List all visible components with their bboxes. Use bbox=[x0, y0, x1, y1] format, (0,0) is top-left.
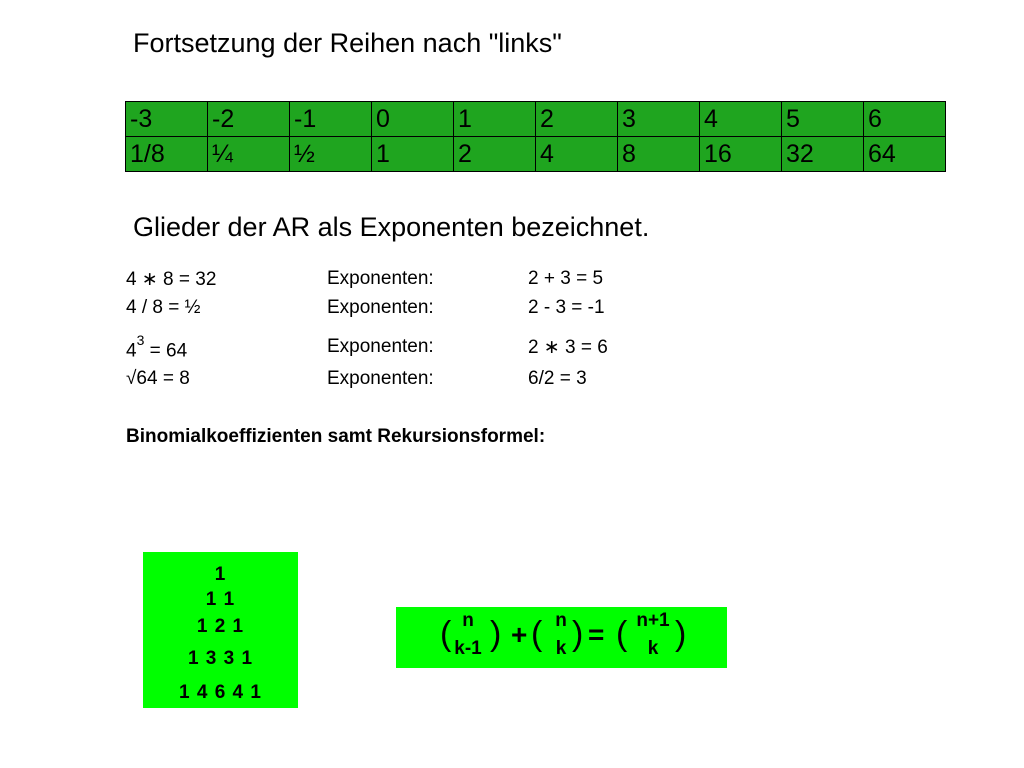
exponent-label: Exponenten: bbox=[327, 268, 434, 289]
pascal-row: 1 4 6 4 1 bbox=[179, 682, 262, 703]
table-cell: 3 bbox=[618, 102, 700, 137]
recursion-formula bbox=[396, 607, 727, 668]
close-paren: ) bbox=[675, 615, 687, 653]
table-row-exponents bbox=[126, 102, 946, 137]
series-table bbox=[125, 101, 946, 172]
exponent-label: Exponenten: bbox=[327, 368, 434, 389]
table-cell: 32 bbox=[782, 137, 864, 172]
table-cell: 2 bbox=[454, 137, 536, 172]
plus-sign: + bbox=[511, 619, 528, 650]
expression-right: 2 + 3 = 5 bbox=[528, 268, 604, 289]
table-cell: 1/8 bbox=[126, 137, 208, 172]
expression-right: 2 - 3 = -1 bbox=[528, 297, 605, 318]
expression-left: 4 / 8 = ½ bbox=[126, 297, 201, 318]
open-paren: ( bbox=[531, 615, 543, 653]
pascal-triangle bbox=[143, 552, 298, 708]
power-exponent: 3 bbox=[136, 332, 145, 348]
table-cell: 64 bbox=[864, 137, 946, 172]
table-cell: 4 bbox=[536, 137, 618, 172]
term3-bottom: k bbox=[647, 638, 659, 659]
expression-left: √64 = 8 bbox=[126, 368, 190, 389]
expression-right: 2 ∗ 3 = 6 bbox=[528, 337, 608, 358]
open-paren: ( bbox=[616, 615, 628, 653]
term3-top: n+1 bbox=[636, 610, 670, 631]
pascal-row: 1 bbox=[214, 564, 227, 585]
term1-bottom: k-1 bbox=[454, 638, 482, 659]
pascal-row: 1 1 bbox=[205, 589, 236, 610]
table-cell: -3 bbox=[126, 102, 208, 137]
open-paren: ( bbox=[440, 615, 452, 653]
term2-top: n bbox=[555, 610, 567, 631]
power-result: = 64 bbox=[144, 340, 188, 362]
table-cell: 6 bbox=[864, 102, 946, 137]
table-cell: 16 bbox=[700, 137, 782, 172]
power-base: 4 bbox=[126, 340, 137, 362]
table-cell: 1 bbox=[372, 137, 454, 172]
table-cell: ½ bbox=[290, 137, 372, 172]
table-cell: 2 bbox=[536, 102, 618, 137]
table-cell: ¼ bbox=[208, 137, 290, 172]
table-cell: 1 bbox=[454, 102, 536, 137]
pascal-row: 1 2 1 bbox=[196, 616, 245, 637]
exponent-label: Exponenten: bbox=[327, 336, 434, 357]
close-paren: ) bbox=[572, 615, 584, 653]
expression-left bbox=[126, 332, 188, 362]
equals-sign: = bbox=[588, 619, 605, 650]
binomial-heading: Binomialkoeffizienten samt Rekursionsformel: bbox=[126, 426, 546, 447]
table-row-values bbox=[126, 137, 946, 172]
term2-bottom: k bbox=[555, 638, 567, 659]
close-paren: ) bbox=[490, 615, 502, 653]
table-cell: 4 bbox=[700, 102, 782, 137]
page-title: Fortsetzung der Reihen nach "links" bbox=[133, 28, 562, 58]
pascal-row: 1 3 3 1 bbox=[187, 648, 254, 669]
table-cell: 8 bbox=[618, 137, 700, 172]
expression-right: 6/2 = 3 bbox=[528, 368, 587, 389]
exponent-label: Exponenten: bbox=[327, 297, 434, 318]
table-cell: -2 bbox=[208, 102, 290, 137]
term1-top: n bbox=[462, 610, 474, 631]
expression-left: 4 ∗ 8 = 32 bbox=[126, 269, 217, 290]
table-cell: -1 bbox=[290, 102, 372, 137]
table-cell: 5 bbox=[782, 102, 864, 137]
section-subtitle: Glieder der AR als Exponenten bezeichnet. bbox=[133, 212, 650, 242]
table-cell: 0 bbox=[372, 102, 454, 137]
